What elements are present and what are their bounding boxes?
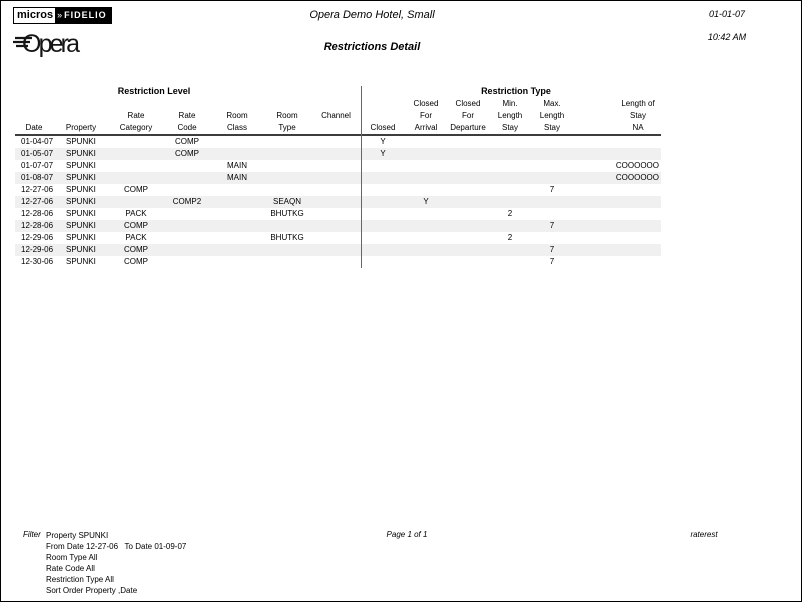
- report-title: Restrictions Detail: [323, 41, 421, 53]
- cell-room-type: SEAQN: [272, 197, 301, 206]
- cell-length-of-stay-na: COOOOOO: [615, 161, 659, 170]
- cell-max-length-stay: 7: [549, 185, 555, 194]
- cell-length-of-stay-na: COOOOOO: [615, 173, 659, 182]
- cell-max-length-stay: [531, 136, 573, 148]
- cell-closed-for-arrival: [405, 244, 447, 256]
- cell-date: 01-08-07: [21, 173, 54, 182]
- cell-closed-for-arrival: [405, 232, 447, 244]
- table-row: [15, 208, 661, 220]
- cell-channel: [311, 148, 361, 160]
- cell-room-class: [211, 256, 263, 268]
- cell-room-class: [211, 244, 263, 256]
- cell-max-length-stay: [531, 208, 573, 220]
- cell-rate-category: COMP: [124, 245, 148, 254]
- cell-room-class: MAIN: [227, 161, 247, 170]
- cell-channel: [311, 220, 361, 232]
- cell-closed: [361, 256, 405, 268]
- cell-min-length-stay: 2: [507, 233, 513, 242]
- cell-room-type: [263, 184, 311, 196]
- cell-max-length-stay: [531, 196, 573, 208]
- cell-property: SPUNKI: [66, 137, 96, 146]
- report-code: raterest: [690, 530, 718, 539]
- cell-max-length-stay: [531, 148, 573, 160]
- table-row: [15, 136, 661, 148]
- table-row: [15, 244, 661, 256]
- cell-min-length-stay: [489, 256, 531, 268]
- cell-date: 01-04-07: [21, 137, 54, 146]
- cell-min-length-stay: [489, 172, 531, 184]
- cell-closed: [361, 208, 405, 220]
- cell-rate-category: PACK: [125, 233, 147, 242]
- cell-rate-code: COMP2: [172, 197, 202, 206]
- table-row: [15, 220, 661, 232]
- cell-length-of-stay-na: [573, 244, 661, 256]
- cell-closed: Y: [380, 149, 386, 158]
- cell-closed: [361, 160, 405, 172]
- cell-property: SPUNKI: [66, 257, 96, 266]
- report-time: 10:42 AM: [707, 32, 747, 42]
- cell-length-of-stay-na: [573, 208, 661, 220]
- column-header-room-class: Room Class: [226, 111, 248, 132]
- cell-length-of-stay-na: [573, 256, 661, 268]
- cell-closed-for-departure: [447, 160, 489, 172]
- cell-room-type: [263, 148, 311, 160]
- filter-line-sort-order: Sort Order Property ,Date: [46, 586, 138, 595]
- filter-line-property: Property SPUNKI: [46, 531, 109, 540]
- cell-room-type: BHUTKG: [270, 209, 304, 218]
- page-number: Page 1 of 1: [386, 530, 428, 539]
- group-separator-line: [361, 86, 362, 268]
- cell-min-length-stay: 2: [507, 209, 513, 218]
- cell-property: SPUNKI: [66, 221, 96, 230]
- column-header-rate-code: Rate Code: [177, 111, 197, 132]
- cell-property: SPUNKI: [66, 161, 96, 170]
- cell-room-type: [263, 160, 311, 172]
- filter-line-room-type: Room Type All: [46, 553, 98, 562]
- cell-date: 12-30-06: [21, 257, 54, 266]
- cell-property: SPUNKI: [66, 149, 96, 158]
- cell-rate-category: COMP: [124, 185, 148, 194]
- table-row: [15, 256, 661, 268]
- cell-length-of-stay-na: [573, 148, 661, 160]
- cell-length-of-stay-na: [573, 232, 661, 244]
- cell-min-length-stay: [489, 136, 531, 148]
- cell-closed-for-departure: [447, 208, 489, 220]
- cell-rate-category: [109, 148, 163, 160]
- cell-room-class: [211, 196, 263, 208]
- cell-closed-for-arrival: [405, 220, 447, 232]
- cell-closed-for-arrival: Y: [423, 197, 429, 206]
- column-header-closed-for-departure: Closed For Departure: [450, 99, 486, 132]
- cell-rate-category: [109, 172, 163, 184]
- hotel-title: Opera Demo Hotel, Small: [309, 9, 435, 21]
- cell-rate-code: [163, 232, 211, 244]
- cell-room-class: MAIN: [227, 173, 247, 182]
- cell-closed-for-arrival: [405, 172, 447, 184]
- column-header-property: Property: [65, 123, 97, 132]
- cell-length-of-stay-na: [573, 196, 661, 208]
- cell-min-length-stay: [489, 220, 531, 232]
- table-rows: [15, 136, 661, 268]
- cell-min-length-stay: [489, 196, 531, 208]
- cell-room-class: [211, 208, 263, 220]
- cell-closed-for-arrival: [405, 148, 447, 160]
- table-row: [15, 184, 661, 196]
- cell-rate-category: [109, 196, 163, 208]
- filter-label: Filter: [23, 530, 41, 539]
- column-header-channel: Channel: [321, 111, 351, 120]
- cell-closed: [361, 196, 405, 208]
- cell-room-class: [211, 184, 263, 196]
- cell-property: SPUNKI: [66, 245, 96, 254]
- cell-length-of-stay-na: [573, 220, 661, 232]
- filter-line-dates: From Date 12-27-06 To Date 01-09-07: [46, 542, 187, 551]
- cell-closed-for-arrival: [405, 136, 447, 148]
- cell-closed-for-departure: [447, 136, 489, 148]
- cell-closed-for-arrival: [405, 184, 447, 196]
- cell-room-class: [211, 136, 263, 148]
- filter-line-restriction-type: Restriction Type All: [46, 575, 114, 584]
- cell-room-type: [263, 244, 311, 256]
- svg-text:Opera: Opera: [22, 30, 80, 57]
- cell-channel: [311, 184, 361, 196]
- table-row: [15, 172, 661, 184]
- cell-rate-code: [163, 256, 211, 268]
- cell-length-of-stay-na: [573, 184, 661, 196]
- cell-room-type: BHUTKG: [270, 233, 304, 242]
- table-row: [15, 148, 661, 160]
- cell-closed-for-departure: [447, 220, 489, 232]
- cell-rate-code: [163, 208, 211, 220]
- cell-property: SPUNKI: [66, 233, 96, 242]
- cell-closed-for-departure: [447, 196, 489, 208]
- cell-room-type: [263, 220, 311, 232]
- cell-date: 01-05-07: [21, 149, 54, 158]
- cell-rate-code: [163, 244, 211, 256]
- cell-max-length-stay: 7: [549, 221, 555, 230]
- column-header-max-length-stay: Max. Length Stay: [539, 99, 565, 132]
- column-header-length-of-stay-na: Length of Stay NA: [621, 99, 655, 132]
- cell-closed-for-arrival: [405, 256, 447, 268]
- cell-rate-category: COMP: [124, 221, 148, 230]
- cell-rate-code: [163, 220, 211, 232]
- cell-date: 12-29-06: [21, 245, 54, 254]
- cell-rate-category: COMP: [124, 257, 148, 266]
- cell-date: 01-07-07: [21, 161, 54, 170]
- cell-channel: [311, 244, 361, 256]
- cell-room-type: [263, 256, 311, 268]
- cell-channel: [311, 232, 361, 244]
- cell-room-class: [211, 232, 263, 244]
- column-header-closed-for-arrival: Closed For Arrival: [413, 99, 439, 132]
- cell-closed: Y: [380, 137, 386, 146]
- cell-property: SPUNKI: [66, 197, 96, 206]
- cell-channel: [311, 160, 361, 172]
- cell-max-length-stay: 7: [549, 257, 555, 266]
- cell-min-length-stay: [489, 148, 531, 160]
- cell-max-length-stay: [531, 172, 573, 184]
- cell-room-type: [263, 136, 311, 148]
- cell-closed-for-departure: [447, 172, 489, 184]
- cell-closed: [361, 184, 405, 196]
- column-headers: [15, 98, 661, 134]
- cell-closed-for-departure: [447, 256, 489, 268]
- cell-date: 12-28-06: [21, 209, 54, 218]
- group-header-restriction-level: Restriction Level: [117, 86, 191, 96]
- column-header-room-type: Room Type: [276, 111, 298, 132]
- cell-max-length-stay: [531, 232, 573, 244]
- cell-rate-category: [109, 160, 163, 172]
- cell-closed-for-arrival: [405, 160, 447, 172]
- cell-rate-code: [163, 184, 211, 196]
- cell-rate-code: COMP: [175, 137, 199, 146]
- cell-channel: [311, 196, 361, 208]
- table-row: [15, 196, 661, 208]
- cell-closed-for-arrival: [405, 208, 447, 220]
- restrictions-table: [15, 86, 661, 268]
- cell-closed: [361, 232, 405, 244]
- cell-channel: [311, 136, 361, 148]
- cell-length-of-stay-na: [573, 136, 661, 148]
- cell-closed: [361, 244, 405, 256]
- cell-max-length-stay: 7: [549, 245, 555, 254]
- cell-date: 12-28-06: [21, 221, 54, 230]
- cell-room-class: [211, 148, 263, 160]
- cell-min-length-stay: [489, 160, 531, 172]
- cell-closed-for-departure: [447, 184, 489, 196]
- cell-closed-for-departure: [447, 244, 489, 256]
- cell-min-length-stay: [489, 184, 531, 196]
- column-header-date: Date: [25, 123, 43, 132]
- column-header-closed: Closed: [370, 123, 396, 132]
- fidelio-logo-text: FIDELIO: [62, 8, 111, 23]
- cell-property: SPUNKI: [66, 173, 96, 182]
- cell-rate-code: COMP: [175, 149, 199, 158]
- filter-lines: [46, 530, 186, 596]
- column-header-rate-category: Rate Category: [119, 111, 153, 132]
- cell-channel: [311, 172, 361, 184]
- cell-min-length-stay: [489, 244, 531, 256]
- report-date: 01-01-07: [708, 9, 746, 19]
- group-header-restriction-type: Restriction Type: [481, 86, 551, 96]
- cell-property: SPUNKI: [66, 209, 96, 218]
- cell-channel: [311, 208, 361, 220]
- cell-closed: [361, 172, 405, 184]
- cell-date: 12-29-06: [21, 233, 54, 242]
- cell-room-class: [211, 220, 263, 232]
- cell-channel: [311, 256, 361, 268]
- cell-closed-for-departure: [447, 148, 489, 160]
- filter-line-rate-code: Rate Code All: [46, 564, 95, 573]
- cell-room-type: [263, 172, 311, 184]
- cell-max-length-stay: [531, 160, 573, 172]
- cell-property: SPUNKI: [66, 185, 96, 194]
- column-header-min-length-stay: Min. Length Stay: [497, 99, 523, 132]
- cell-rate-code: [163, 172, 211, 184]
- cell-closed: [361, 220, 405, 232]
- cell-rate-category: PACK: [125, 209, 147, 218]
- table-row: [15, 232, 661, 244]
- table-row: [15, 160, 661, 172]
- cell-closed-for-departure: [447, 232, 489, 244]
- cell-date: 12-27-06: [21, 197, 54, 206]
- cell-rate-code: [163, 160, 211, 172]
- cell-date: 12-27-06: [21, 185, 54, 194]
- micros-logo-text: micros: [14, 8, 55, 23]
- arrow-icon: »: [55, 8, 62, 23]
- cell-rate-category: [109, 136, 163, 148]
